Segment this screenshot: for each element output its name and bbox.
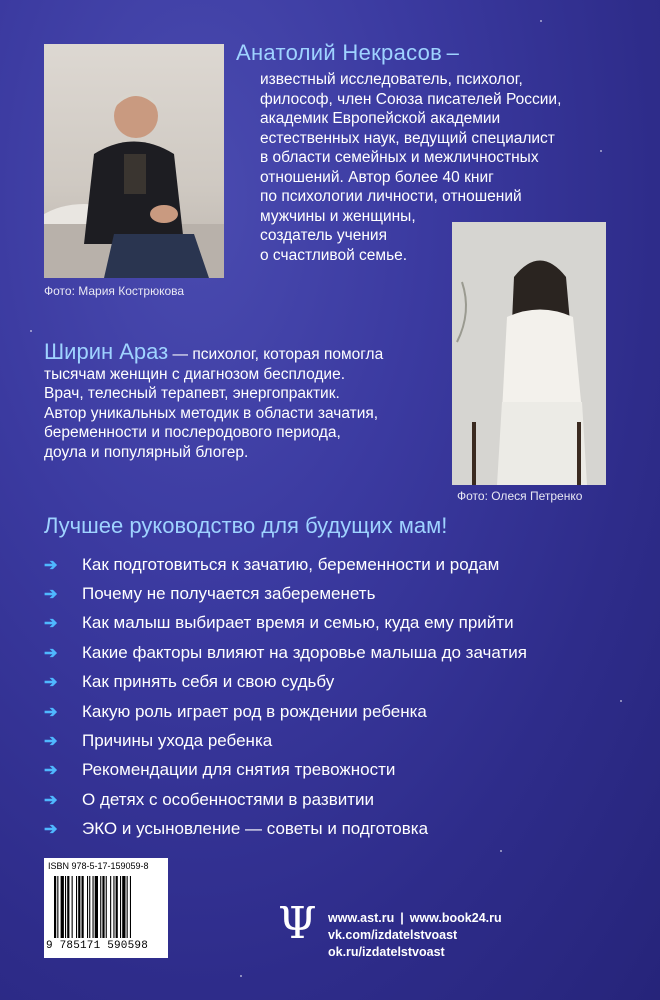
arrow-right-icon: ➔ <box>44 586 58 604</box>
list-item-text: ЭКО и усыновление — советы и подготовка <box>82 819 429 839</box>
arrow-right-icon: ➔ <box>44 821 58 839</box>
link-vk[interactable]: vk.com/izdatelstvoast <box>328 928 458 942</box>
star <box>500 850 502 852</box>
barcode <box>44 858 168 958</box>
list-item <box>44 668 527 697</box>
publisher-logo-icon: Ψ <box>278 898 317 949</box>
list-item-text: О детях с особенностями в развитии <box>82 789 374 809</box>
list-item <box>44 756 527 785</box>
list-item-text: Как принять себя и свою судьбу <box>82 672 335 692</box>
barcode-digits: 9 785171 590598 <box>46 940 149 952</box>
barcode-bars <box>54 876 164 938</box>
bullet-list <box>44 550 527 844</box>
list-item <box>44 550 527 579</box>
list-item <box>44 638 527 667</box>
list-item <box>44 697 527 726</box>
list-item-text: Какую роль играет род в рождении ребенка <box>82 701 427 721</box>
author1-photo-caption: Фото: Мария Кострюкова <box>44 284 185 298</box>
link-separator: | <box>400 911 404 925</box>
star <box>30 330 32 332</box>
list-item <box>44 815 527 844</box>
author1-bio: известный исследователь, психолог, философ, член Союза писателей России, академик Европейской академии естественных наук, ведущий специалист в области семейных и межличностных отношений. Автор более 40 книг по психологии личности, отношений мужчины и женщины, создатель учения о счастливой семье. <box>260 71 562 264</box>
headline: Лучшее руководство для будущих мам! <box>44 513 448 538</box>
star <box>540 20 542 22</box>
list-item-text: Рекомендации для снятия тревожности <box>82 760 396 780</box>
arrow-right-icon: ➔ <box>44 791 58 809</box>
list-item <box>44 726 527 755</box>
list-item <box>44 579 527 608</box>
isbn-label: ISBN 978-5-17-159059-8 <box>48 861 149 871</box>
author2-photo <box>452 222 606 485</box>
list-item-text: Как подготовиться к зачатию, беременности и родам <box>82 554 500 574</box>
list-item <box>44 785 527 814</box>
author2-block <box>44 339 444 462</box>
arrow-right-icon: ➔ <box>44 556 58 574</box>
arrow-right-icon: ➔ <box>44 762 58 780</box>
link-ok[interactable]: ok.ru/izdatelstvoast <box>328 945 445 959</box>
arrow-right-icon: ➔ <box>44 733 58 751</box>
arrow-right-icon: ➔ <box>44 615 58 633</box>
arrow-right-icon: ➔ <box>44 674 58 692</box>
list-item-text: Как малыш выбирает время и семью, куда ему прийти <box>82 613 514 633</box>
list-item <box>44 609 527 638</box>
arrow-right-icon: ➔ <box>44 703 58 721</box>
list-item-text: Причины ухода ребенка <box>82 731 273 751</box>
publisher-links <box>328 910 502 961</box>
star <box>240 975 242 977</box>
author1-dash: – <box>446 40 460 65</box>
link-book24[interactable]: www.book24.ru <box>409 911 502 925</box>
author2-photo-caption: Фото: Олеся Петренко <box>457 489 583 503</box>
author2-name: Ширин Араз <box>44 339 169 364</box>
author1-photo <box>44 44 224 278</box>
link-ast[interactable]: www.ast.ru <box>328 911 395 925</box>
author1-name: Анатолий Некрасов <box>236 40 443 65</box>
arrow-right-icon: ➔ <box>44 644 58 662</box>
list-item-text: Почему не получается забеременеть <box>82 584 376 604</box>
list-item-text: Какие факторы влияют на здоровье малыша до зачатия <box>82 642 527 662</box>
star <box>620 700 622 702</box>
author2-bio: — психолог, которая помогла тысячам женщин с диагнозом бесплодие. Врач, телесный терапевт, энергопрактик. Автор уникальных методик в области зачатия, беременности и послеродового периода, доула и популярный блогер. <box>44 346 384 461</box>
